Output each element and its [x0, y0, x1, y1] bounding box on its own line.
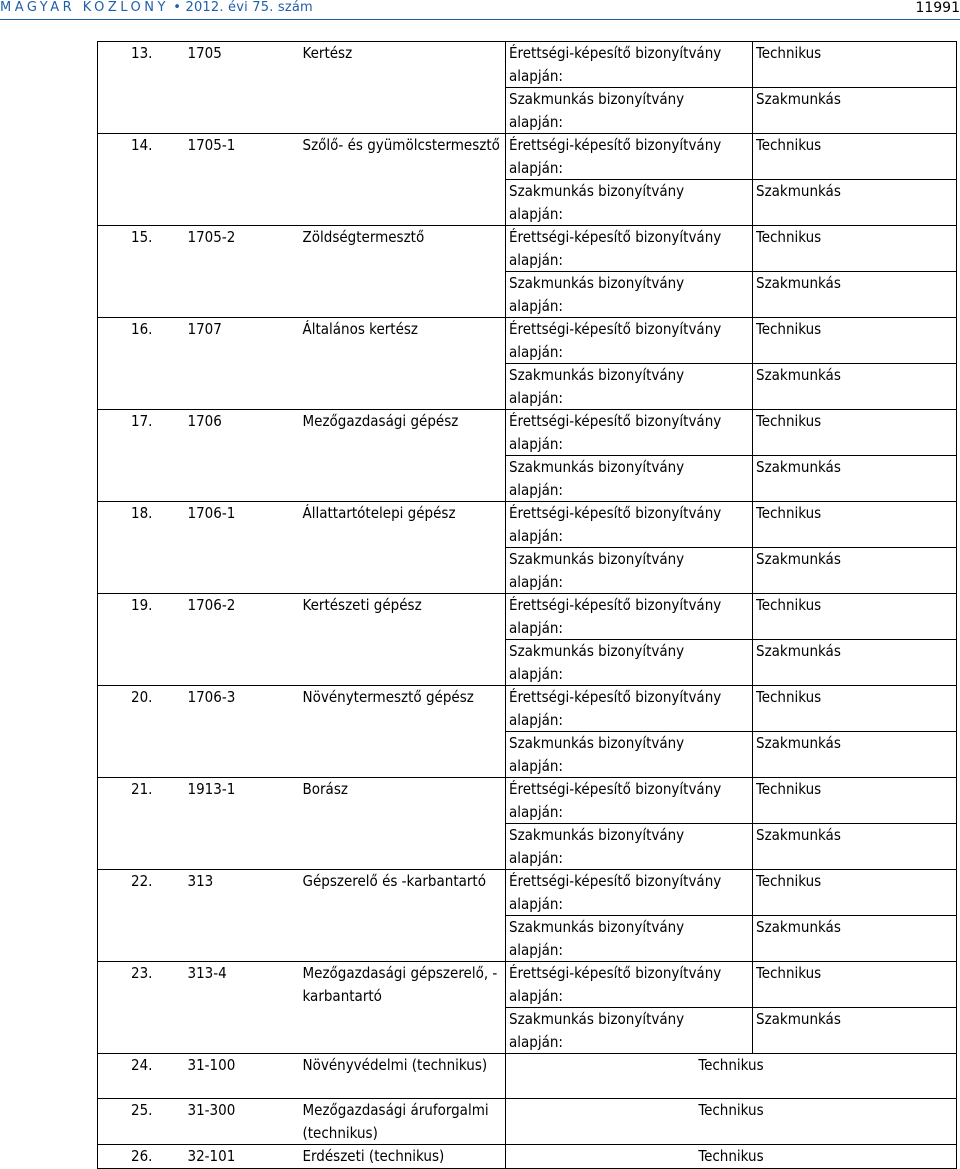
row-level: Technikus — [506, 1099, 957, 1145]
row-name: Növényvédelmi (technikus) — [300, 1054, 506, 1099]
row-name: Kertész — [300, 42, 506, 134]
table-row — [98, 1099, 957, 1145]
row-level: Technikus — [753, 134, 957, 180]
row-code: 313-4 — [185, 962, 300, 1054]
row-code: 1705-1 — [185, 134, 300, 226]
row-number: 14. — [98, 134, 185, 226]
table-row — [98, 226, 957, 272]
row-level: Szakmunkás — [753, 824, 957, 870]
row-name: Gépszerelő és -karbantartó — [300, 870, 506, 962]
basis-cell: Érettségi-képesítő bizonyítvány alapján: — [506, 318, 753, 364]
row-name: Mezőgazdasági gépszerelő, -karbantartó — [300, 962, 506, 1054]
header-rule — [0, 19, 960, 20]
table-row — [98, 778, 957, 824]
row-level: Technikus — [753, 594, 957, 640]
row-level: Technikus — [753, 870, 957, 916]
row-code: 313 — [185, 870, 300, 962]
row-number: 23. — [98, 962, 185, 1054]
row-code: 1913-1 — [185, 778, 300, 870]
table-row — [98, 410, 957, 456]
row-name: Mezőgazdasági áruforgalmi (technikus) — [300, 1099, 506, 1145]
table-row — [98, 686, 957, 732]
table-row — [98, 318, 957, 364]
row-level: Szakmunkás — [753, 456, 957, 502]
qualification-table-grid — [97, 41, 957, 1169]
basis-cell: Szakmunkás bizonyítvány alapján: — [506, 456, 753, 502]
table-row — [98, 594, 957, 640]
basis-cell: Érettségi-képesítő bizonyítvány alapján: — [506, 778, 753, 824]
row-level: Technikus — [506, 1145, 957, 1169]
row-code: 1705 — [185, 42, 300, 134]
row-code: 1707 — [185, 318, 300, 410]
row-number: 19. — [98, 594, 185, 686]
row-code: 1705-2 — [185, 226, 300, 318]
basis-cell: Érettségi-képesítő bizonyítvány alapján: — [506, 686, 753, 732]
row-level: Szakmunkás — [753, 272, 957, 318]
row-level: Szakmunkás — [753, 640, 957, 686]
basis-cell: Érettségi-képesítő bizonyítvány alapján: — [506, 870, 753, 916]
basis-cell: Szakmunkás bizonyítvány alapján: — [506, 916, 753, 962]
row-level: Szakmunkás — [753, 1008, 957, 1054]
table-row — [98, 502, 957, 548]
basis-cell: Szakmunkás bizonyítvány alapján: — [506, 272, 753, 318]
row-level: Szakmunkás — [753, 916, 957, 962]
row-level: Technikus — [753, 410, 957, 456]
row-number: 16. — [98, 318, 185, 410]
row-level: Szakmunkás — [753, 88, 957, 134]
journal-issue: • 2012. évi 75. szám — [173, 0, 313, 15]
row-level: Technikus — [753, 318, 957, 364]
table-row — [98, 870, 957, 916]
row-number: 25. — [98, 1099, 185, 1145]
basis-cell: Érettségi-képesítő bizonyítvány alapján: — [506, 42, 753, 88]
basis-cell: Szakmunkás bizonyítvány alapján: — [506, 640, 753, 686]
row-number: 18. — [98, 502, 185, 594]
row-name: Növénytermesztő gépész — [300, 686, 506, 778]
basis-cell: Szakmunkás bizonyítvány alapján: — [506, 732, 753, 778]
row-name: Erdészeti (technikus) — [300, 1145, 506, 1169]
basis-cell: Érettségi-képesítő bizonyítvány alapján: — [506, 410, 753, 456]
row-name: Általános kertész — [300, 318, 506, 410]
table-row — [98, 134, 957, 180]
row-name: Borász — [300, 778, 506, 870]
basis-cell: Szakmunkás bizonyítvány alapján: — [506, 1008, 753, 1054]
row-code: 1706-3 — [185, 686, 300, 778]
basis-cell: Szakmunkás bizonyítvány alapján: — [506, 548, 753, 594]
basis-cell: Szakmunkás bizonyítvány alapján: — [506, 180, 753, 226]
row-number: 20. — [98, 686, 185, 778]
qualification-table — [97, 41, 957, 1169]
basis-cell: Érettségi-képesítő bizonyítvány alapján: — [506, 594, 753, 640]
row-number: 26. — [98, 1145, 185, 1169]
basis-cell: Érettségi-képesítő bizonyítvány alapján: — [506, 962, 753, 1008]
row-level: Technikus — [753, 226, 957, 272]
row-number: 17. — [98, 410, 185, 502]
row-level: Technikus — [753, 42, 957, 88]
page-number: 11991 — [915, 0, 960, 16]
row-number: 21. — [98, 778, 185, 870]
basis-cell: Érettségi-képesítő bizonyítvány alapján: — [506, 226, 753, 272]
basis-cell: Érettségi-képesítő bizonyítvány alapján: — [506, 502, 753, 548]
journal-name: MAGYAR KÖZLÖNY — [0, 0, 169, 15]
row-level: Szakmunkás — [753, 548, 957, 594]
row-name: Kertészeti gépész — [300, 594, 506, 686]
basis-cell: Szakmunkás bizonyítvány alapján: — [506, 88, 753, 134]
journal-title — [0, 0, 313, 15]
row-level: Technikus — [506, 1054, 957, 1099]
row-code: 31-300 — [185, 1099, 300, 1145]
row-level: Szakmunkás — [753, 364, 957, 410]
row-number: 15. — [98, 226, 185, 318]
row-level: Technikus — [753, 778, 957, 824]
row-code: 31-100 — [185, 1054, 300, 1099]
table-row — [98, 42, 957, 88]
row-level: Technikus — [753, 962, 957, 1008]
row-code: 32-101 — [185, 1145, 300, 1169]
row-number: 13. — [98, 42, 185, 134]
row-level: Technikus — [753, 686, 957, 732]
row-number: 22. — [98, 870, 185, 962]
basis-cell: Érettségi-képesítő bizonyítvány alapján: — [506, 134, 753, 180]
basis-cell: Szakmunkás bizonyítvány alapján: — [506, 824, 753, 870]
row-number: 24. — [98, 1054, 185, 1099]
row-name: Zöldségtermesztő — [300, 226, 506, 318]
row-code: 1706 — [185, 410, 300, 502]
basis-cell: Szakmunkás bizonyítvány alapján: — [506, 364, 753, 410]
row-name: Állattartótelepi gépész — [300, 502, 506, 594]
table-row — [98, 962, 957, 1008]
row-name: Mezőgazdasági gépész — [300, 410, 506, 502]
row-level: Szakmunkás — [753, 732, 957, 778]
row-level: Technikus — [753, 502, 957, 548]
table-row — [98, 1054, 957, 1099]
table-row — [98, 1145, 957, 1169]
row-level: Szakmunkás — [753, 180, 957, 226]
row-name: Szőlő- és gyümölcstermesztő — [300, 134, 506, 226]
row-code: 1706-1 — [185, 502, 300, 594]
page-header — [0, 0, 960, 26]
row-code: 1706-2 — [185, 594, 300, 686]
table-body — [98, 42, 957, 1169]
